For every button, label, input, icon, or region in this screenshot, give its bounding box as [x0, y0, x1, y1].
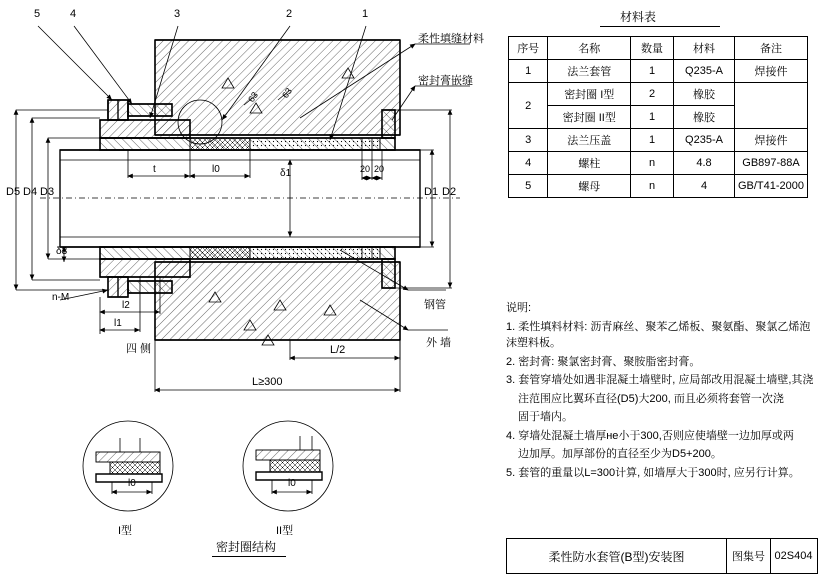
detail-title-underline [212, 556, 286, 557]
dim-l2: l2 [122, 300, 130, 311]
table-row [509, 175, 808, 198]
cell-qty: n [631, 175, 674, 198]
dim-D5: D5 [6, 186, 21, 198]
th-no: 序号 [509, 37, 548, 60]
note-5: 5. 套管的重量以L=300计算, 如墙厚大于300时, 应另行计算。 [506, 466, 800, 479]
angle-label-a: 63 [246, 90, 260, 104]
callout-5: 5 [34, 8, 41, 20]
cell-mat: Q235-A [673, 129, 734, 152]
cell-qty: 1 [631, 129, 674, 152]
cell-mat: 4.8 [673, 152, 734, 175]
angle-label-b: 63 [280, 86, 294, 100]
cell-name: 法兰套管 [548, 60, 631, 83]
detail-section-title: 密封圈结构 [216, 540, 277, 554]
dim-n-M: n-M [52, 292, 70, 303]
detail-label-type-i: I型 [118, 525, 133, 537]
note-4: 4. 穿墙处混凝土墙厚не小于300,否则应使墙壁一边加厚或两 [506, 429, 794, 442]
note-2: 2. 密封膏: 聚氯密封膏、聚胺脂密封膏。 [506, 355, 701, 368]
cell-mat: 橡胶 [673, 83, 734, 106]
cell-mat: 橡胶 [673, 106, 734, 129]
dim-L-total: L≥300 [252, 376, 283, 388]
cell-mat: Q235-A [673, 60, 734, 83]
note-4b: 边加厚。加厚部份的直径至少为D5+200。 [518, 448, 722, 460]
callout-3: 3 [174, 8, 181, 20]
cell-name: 密封圈 I型 [548, 83, 631, 106]
cell-qty: 1 [631, 106, 674, 129]
cell-note [735, 83, 808, 129]
dim-20-a: 20 [360, 164, 371, 174]
callout-2: 2 [286, 8, 293, 20]
th-name: 名称 [548, 37, 631, 60]
dim-D2: D2 [442, 186, 457, 198]
table-header-row [509, 37, 808, 60]
table-row [509, 60, 808, 83]
cell-no: 3 [509, 129, 548, 152]
cell-name: 螺母 [548, 175, 631, 198]
detail-dim-l0-right: l0 [288, 478, 296, 489]
cell-name: 密封圈 II型 [548, 106, 631, 129]
callout-1: 1 [362, 8, 369, 20]
note-1: 1. 柔性填料材料: 沥青麻丝、聚苯乙烯板、聚氨酯、聚氯乙烯泡沫塑料板。 [506, 320, 811, 349]
notes-block [506, 300, 818, 483]
note-3b: 注范围应比翼环直径(D5)大200, 而且必须将套管一次浇 [518, 392, 784, 405]
dim-D3: D3 [40, 186, 55, 198]
material-table-title: 材料表 [620, 10, 657, 24]
drawing-title: 柔性防水套管(B型)安装图 [507, 539, 727, 573]
callout-4: 4 [70, 8, 77, 20]
material-title-underline [600, 26, 720, 27]
label-outer-wall: 外 墙 [426, 337, 452, 349]
detail-dim-l0-left: l0 [128, 478, 136, 489]
dim-t: t [153, 164, 156, 175]
table-row [509, 152, 808, 175]
dim-D4: D4 [23, 186, 38, 198]
dim-delta3: δ3 [56, 246, 68, 257]
title-block [506, 538, 818, 574]
cell-no: 1 [509, 60, 548, 83]
table-row [509, 129, 808, 152]
dim-delta1: δ1 [280, 168, 292, 179]
detail-type-i [83, 421, 173, 511]
th-note: 备注 [735, 37, 808, 60]
drawing-code-label: 图集号 [727, 539, 771, 573]
th-qty: 数量 [631, 37, 674, 60]
table-row [509, 83, 808, 106]
cell-note: 焊接件 [735, 129, 808, 152]
material-table [508, 36, 808, 198]
label-steel-pipe: 钢管 [424, 299, 446, 311]
label-sealant-joint: 密封膏嵌缝 [418, 75, 473, 87]
cell-note: 焊接件 [735, 60, 808, 83]
dim-l1: l1 [114, 318, 122, 329]
dim-l0: l0 [212, 164, 220, 175]
view-label: 四 侧 [126, 343, 152, 355]
cell-qty: 1 [631, 60, 674, 83]
note-3: 3. 套管穿墙处如遇非混凝土墙壁时, 应局部改用混凝土墙壁,其浇 [506, 374, 814, 386]
cell-no: 2 [509, 83, 548, 129]
notes-title: 说明: [506, 302, 532, 314]
cell-no: 4 [509, 152, 548, 175]
cell-name: 螺柱 [548, 152, 631, 175]
note-3c: 固于墙内。 [518, 411, 573, 423]
cell-mat: 4 [673, 175, 734, 198]
cell-qty: 2 [631, 83, 674, 106]
drawing-code-value: 02S404 [774, 550, 813, 562]
dim-D1: D1 [424, 186, 439, 198]
label-flexible-filler: 柔性填缝材料 [418, 33, 484, 45]
cell-note: GB/T41-2000 [735, 175, 808, 198]
dim-L-half: L/2 [330, 344, 346, 356]
detail-type-ii [243, 421, 333, 511]
dim-20-b: 20 [374, 164, 385, 174]
th-mat: 材料 [673, 37, 734, 60]
cell-qty: n [631, 152, 674, 175]
cell-no: 5 [509, 175, 548, 198]
detail-label-type-ii: II型 [276, 525, 294, 537]
cell-name: 法兰压盖 [548, 129, 631, 152]
cell-note: GB897-88A [735, 152, 808, 175]
